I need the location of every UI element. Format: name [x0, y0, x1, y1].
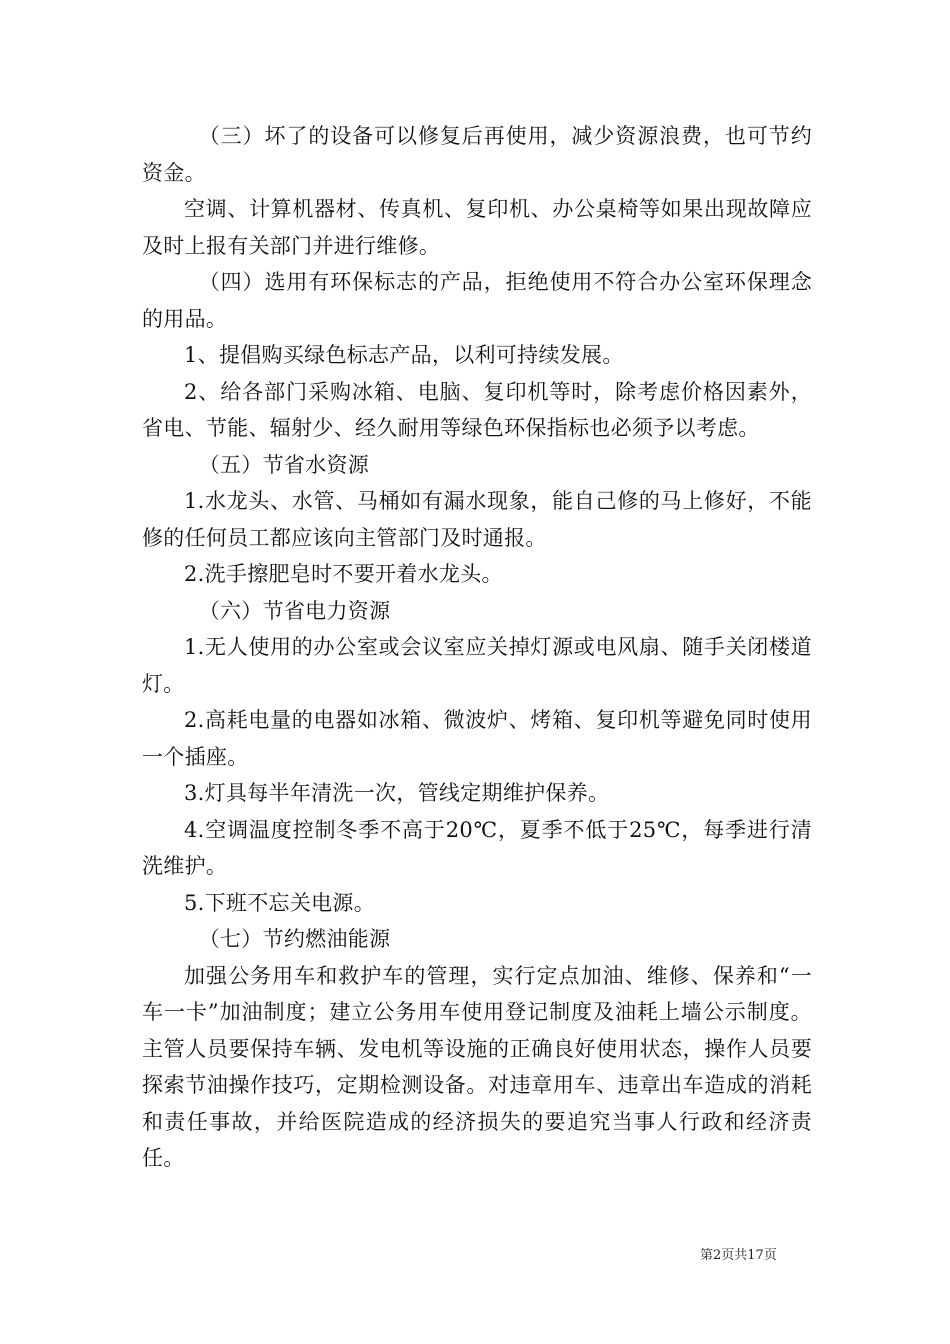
list-item: 1.无人使用的办公室或会议室应关掉灯源或电风扇、随手关闭楼道灯。: [142, 635, 812, 696]
list-item: 2.洗手擦肥皂时不要开着水龙头。: [184, 562, 503, 586]
section-heading-7: （七）节约燃油能源: [198, 927, 391, 951]
section-heading-5: （五）节省水资源: [198, 452, 370, 477]
list-item: 1.水龙头、水管、马桶如有漏水现象，能自己修的马上修好，不能修的任何员工都应该向主管部门及时通报。: [142, 489, 812, 550]
list-item: 4.空调温度控制冬季不高于20℃，夏季不低于25℃，每季进行清洗维护。: [142, 817, 812, 878]
page-number-footer: 第2页共17页: [700, 1248, 777, 1263]
list-item: 2、给各部门采购冰箱、电脑、复印机等时，除考虑价格因素外，省电、节能、辐射少、经久耐用等绿色环保指标也必须予以考虑。: [142, 379, 812, 440]
list-item: 1、提倡购买绿色标志产品，以利可持续发展。: [184, 343, 624, 367]
paragraph: 空调、计算机器材、传真机、复印机、办公桌椅等如果出现故障应及时上报有关部门并进行维修。: [142, 197, 812, 258]
paragraph: 加强公务用车和救护车的管理，实行定点加油、维修、保养和“一车一卡”加油制度；建立公务用车使用登记制度及油耗上墙公示制度。主管人员要保持车辆、发电机等设施的正确良好使用状态，操作人员要探索节油操作技巧，定期检测设备。对违章用车、违章出车造成的消耗和责任事故，并给医院造成的经济损失的要追究当事人行政和经济责任。: [142, 963, 812, 1170]
section-heading-4: （四）选用有环保标志的产品，拒绝使用不符合办公室环保理念的用品。: [142, 270, 812, 331]
section-heading-3: （三）坏了的设备可以修复后再使用，减少资源浪费，也可节约资金。: [142, 124, 812, 185]
list-item: 5.下班不忘关电源。: [184, 890, 376, 915]
list-item: 2.高耗电量的电器如冰箱、微波炉、烤箱、复印机等避免同时使用一个插座。: [142, 708, 812, 769]
list-item: 3.灯具每半年清洗一次，管线定期维护保养。: [184, 781, 610, 805]
section-heading-6: （六）节省电力资源: [198, 598, 391, 623]
document-body: [142, 118, 812, 1177]
